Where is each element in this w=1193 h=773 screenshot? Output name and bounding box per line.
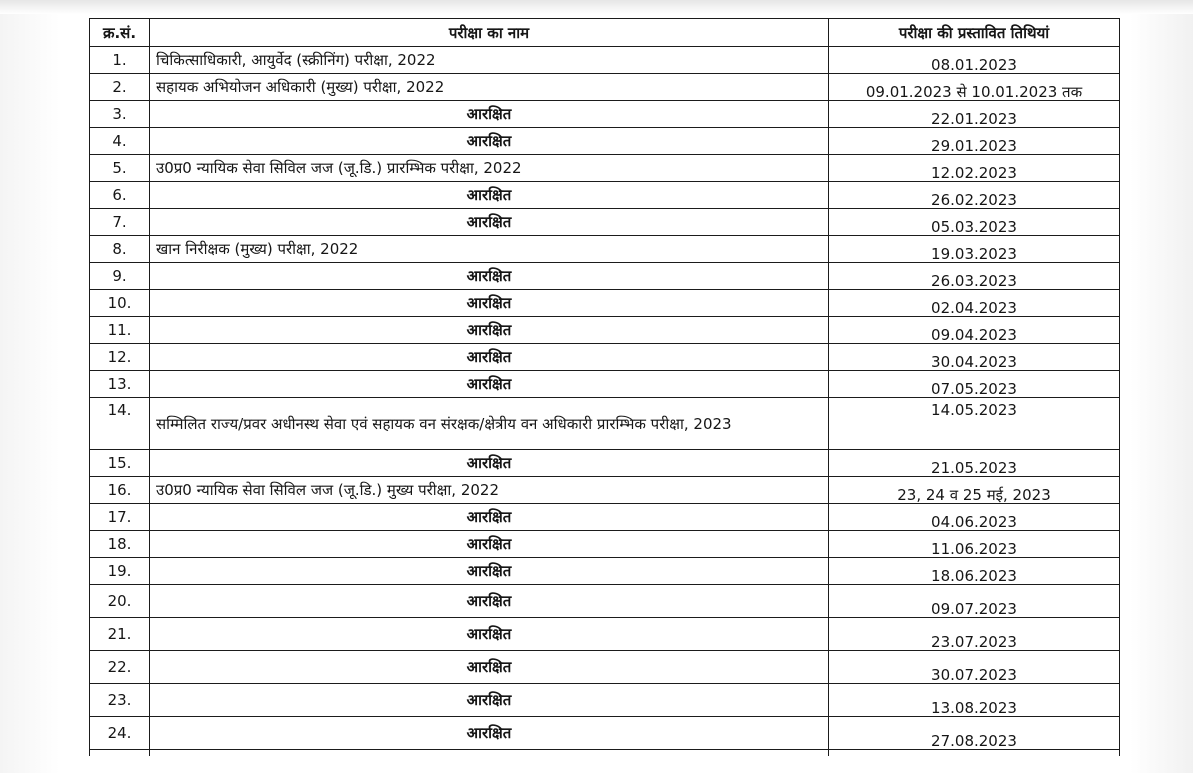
proposed-date-cell: 08.01.2023 bbox=[829, 47, 1120, 74]
serial-number-cell: 16. bbox=[90, 477, 150, 504]
table-row bbox=[90, 290, 1120, 317]
serial-number-cell: 17. bbox=[90, 504, 150, 531]
serial-number-cell: 1. bbox=[90, 47, 150, 74]
table-row bbox=[90, 651, 1120, 684]
table-row bbox=[90, 182, 1120, 209]
serial-number-cell: 13. bbox=[90, 371, 150, 398]
table-row bbox=[90, 128, 1120, 155]
serial-number-cell: 12. bbox=[90, 344, 150, 371]
proposed-date-cell: 30.04.2023 bbox=[829, 344, 1120, 371]
serial-number-cell: 9. bbox=[90, 263, 150, 290]
serial-number-cell: 11. bbox=[90, 317, 150, 344]
header-exam-name: परीक्षा का नाम bbox=[150, 19, 829, 47]
exam-name-cell: सहायक अभियोजन अधिकारी (मुख्य) परीक्षा, 2022 bbox=[150, 74, 829, 101]
table-row bbox=[90, 47, 1120, 74]
proposed-date-cell: 29.01.2023 bbox=[829, 128, 1120, 155]
proposed-date-cell: 09.01.2023 से 10.01.2023 तक bbox=[829, 74, 1120, 101]
proposed-date-cell: 04.06.2023 bbox=[829, 504, 1120, 531]
proposed-date-cell: 07.05.2023 bbox=[829, 371, 1120, 398]
table-row bbox=[90, 344, 1120, 371]
proposed-date-cell: 09.07.2023 bbox=[829, 585, 1120, 618]
reserved-exam-cell: आरक्षित bbox=[150, 344, 829, 371]
reserved-exam-cell: आरक्षित bbox=[150, 618, 829, 651]
cut-off-cell bbox=[829, 750, 1120, 757]
serial-number-cell: 19. bbox=[90, 558, 150, 585]
table-row bbox=[90, 398, 1120, 450]
table-row bbox=[90, 101, 1120, 128]
proposed-date-cell: 26.03.2023 bbox=[829, 263, 1120, 290]
serial-number-cell: 18. bbox=[90, 531, 150, 558]
reserved-exam-cell: आरक्षित bbox=[150, 209, 829, 236]
proposed-date-cell: 18.06.2023 bbox=[829, 558, 1120, 585]
proposed-date-cell: 13.08.2023 bbox=[829, 684, 1120, 717]
table-row bbox=[90, 477, 1120, 504]
reserved-exam-cell: आरक्षित bbox=[150, 263, 829, 290]
proposed-date-cell: 22.01.2023 bbox=[829, 101, 1120, 128]
table-row bbox=[90, 504, 1120, 531]
reserved-exam-cell: आरक्षित bbox=[150, 585, 829, 618]
table-row bbox=[90, 684, 1120, 717]
exam-name-cell: उ0प्र0 न्यायिक सेवा सिविल जज (जू.डि.) मुख्य परीक्षा, 2022 bbox=[150, 477, 829, 504]
serial-number-cell: 21. bbox=[90, 618, 150, 651]
table-header bbox=[90, 19, 1120, 47]
proposed-date-cell: 23.07.2023 bbox=[829, 618, 1120, 651]
reserved-exam-cell: आरक्षित bbox=[150, 317, 829, 344]
reserved-exam-cell: आरक्षित bbox=[150, 101, 829, 128]
serial-number-cell: 24. bbox=[90, 717, 150, 750]
exam-name-cell: खान निरीक्षक (मुख्य) परीक्षा, 2022 bbox=[150, 236, 829, 263]
cut-off-cell bbox=[90, 750, 150, 757]
table-body bbox=[90, 47, 1120, 757]
reserved-exam-cell: आरक्षित bbox=[150, 371, 829, 398]
proposed-date-cell: 02.04.2023 bbox=[829, 290, 1120, 317]
serial-number-cell: 5. bbox=[90, 155, 150, 182]
reserved-exam-cell: आरक्षित bbox=[150, 558, 829, 585]
proposed-date-cell: 19.03.2023 bbox=[829, 236, 1120, 263]
table-row bbox=[90, 209, 1120, 236]
cut-off-cell bbox=[150, 750, 829, 757]
proposed-date-cell: 21.05.2023 bbox=[829, 450, 1120, 477]
exam-schedule-table bbox=[89, 18, 1120, 756]
exam-name-cell: चिकित्साधिकारी, आयुर्वेद (स्क्रीनिंग) परीक्षा, 2022 bbox=[150, 47, 829, 74]
proposed-date-cell: 26.02.2023 bbox=[829, 182, 1120, 209]
table-row bbox=[90, 155, 1120, 182]
serial-number-cell: 4. bbox=[90, 128, 150, 155]
table-row bbox=[90, 263, 1120, 290]
proposed-date-cell: 23, 24 व 25 मई, 2023 bbox=[829, 477, 1120, 504]
reserved-exam-cell: आरक्षित bbox=[150, 450, 829, 477]
serial-number-cell: 6. bbox=[90, 182, 150, 209]
serial-number-cell: 14. bbox=[90, 398, 150, 450]
reserved-exam-cell: आरक्षित bbox=[150, 128, 829, 155]
proposed-date-cell: 30.07.2023 bbox=[829, 651, 1120, 684]
serial-number-cell: 2. bbox=[90, 74, 150, 101]
exam-name-cell: उ0प्र0 न्यायिक सेवा सिविल जज (जू.डि.) प्रारम्भिक परीक्षा, 2022 bbox=[150, 155, 829, 182]
header-row bbox=[90, 19, 1120, 47]
reserved-exam-cell: आरक्षित bbox=[150, 531, 829, 558]
scan-top-edge bbox=[0, 0, 1193, 14]
reserved-exam-cell: आरक्षित bbox=[150, 182, 829, 209]
table-row bbox=[90, 585, 1120, 618]
table-row bbox=[90, 531, 1120, 558]
proposed-date-cell: 12.02.2023 bbox=[829, 155, 1120, 182]
serial-number-cell: 3. bbox=[90, 101, 150, 128]
table-row bbox=[90, 74, 1120, 101]
table-row bbox=[90, 558, 1120, 585]
proposed-date-cell: 11.06.2023 bbox=[829, 531, 1120, 558]
table-row-cut-off bbox=[90, 750, 1120, 757]
header-proposed-dates: परीक्षा की प्रस्तावित तिथियां bbox=[829, 19, 1120, 47]
proposed-date-cell: 09.04.2023 bbox=[829, 317, 1120, 344]
reserved-exam-cell: आरक्षित bbox=[150, 717, 829, 750]
serial-number-cell: 23. bbox=[90, 684, 150, 717]
proposed-date-cell: 05.03.2023 bbox=[829, 209, 1120, 236]
exam-name-cell: सम्मिलित राज्य/प्रवर अधीनस्थ सेवा एवं सहायक वन संरक्षक/क्षेत्रीय वन अधिकारी प्रारम्भिक परीक्षा, 2023 bbox=[150, 398, 829, 450]
serial-number-cell: 10. bbox=[90, 290, 150, 317]
serial-number-cell: 7. bbox=[90, 209, 150, 236]
table-row bbox=[90, 371, 1120, 398]
serial-number-cell: 22. bbox=[90, 651, 150, 684]
proposed-date-cell: 14.05.2023 bbox=[829, 398, 1120, 450]
reserved-exam-cell: आरक्षित bbox=[150, 684, 829, 717]
reserved-exam-cell: आरक्षित bbox=[150, 651, 829, 684]
table-row bbox=[90, 236, 1120, 263]
table-row bbox=[90, 618, 1120, 651]
table-row bbox=[90, 450, 1120, 477]
table-row bbox=[90, 717, 1120, 750]
proposed-date-cell: 27.08.2023 bbox=[829, 717, 1120, 750]
serial-number-cell: 8. bbox=[90, 236, 150, 263]
reserved-exam-cell: आरक्षित bbox=[150, 504, 829, 531]
header-serial-number: क्र.सं. bbox=[90, 19, 150, 47]
table-row bbox=[90, 317, 1120, 344]
serial-number-cell: 20. bbox=[90, 585, 150, 618]
reserved-exam-cell: आरक्षित bbox=[150, 290, 829, 317]
serial-number-cell: 15. bbox=[90, 450, 150, 477]
